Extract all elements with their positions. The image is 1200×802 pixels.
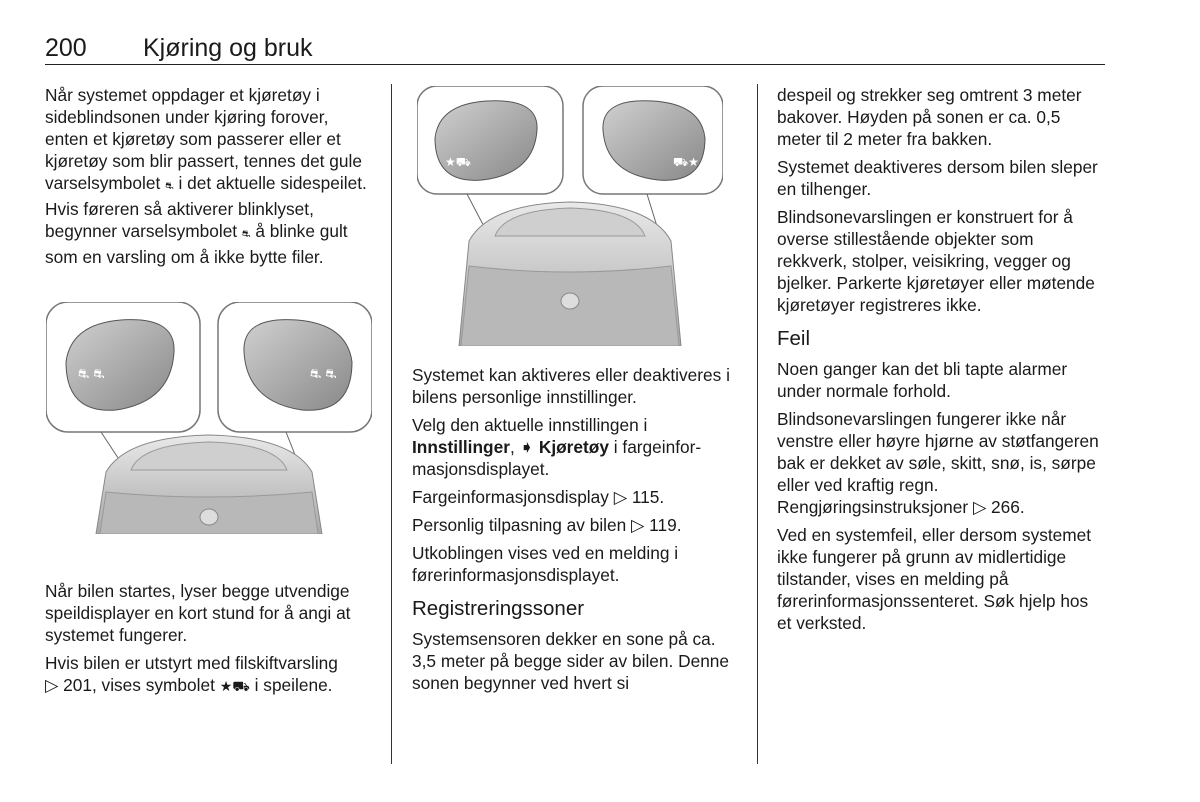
mirror-figure-1 [46,302,372,534]
page-reference[interactable]: 266 [991,497,1020,517]
paragraph: Velg den aktuelle innstillingen i Innstillinger, ➧ Kjøretøy i fargeinformasjonsdisplayet. [412,415,702,479]
reference-arrow-icon: ▷ [631,515,645,535]
paragraph: Personlig tilpasning av bilen ▷ 119. [412,515,682,535]
svg-text:★⛟: ★⛟ [445,155,471,169]
paragraph: Blindsonevarslingen fungerer ikke når venstre eller høyre hjørne av støtfangeren bak er dekket av søle, skitt, snø, is, sørpe eller ved kraftig regn. Rengjøringsinstruksjoner ▷ 266. [777,409,1099,517]
paragraph: Blindsonevarslingen er konstruert for å overse stillestående objekter som rekkverk, stolper, veisikring, vegger og bjelker. Parkerte kjøretøyer eller møtende kjøretøyer registreres ikke. [777,207,1095,315]
paragraph: Systemsensoren dekker en sone på ca. 3,5 meter på begge sider av bilen. Denne sonen begynner ved hvert si [412,629,730,693]
paragraph: Ved en systemfeil, eller dersom systemet ikke fungerer på grunn av midlertidige tilstander, vises en melding på førerinformasjonssenteret. Søk hjelp hos et verksted. [777,525,1092,633]
page-title: Kjøring og bruk [143,34,313,62]
paragraph: Utkoblingen vises ved en melding i førerinformasjonsdisplayet. [412,543,679,585]
paragraph: Systemet kan aktiveres eller deaktiveres i bilens personlige innstillinger. [412,365,730,407]
page-number: 200 [45,34,87,62]
page-reference[interactable]: 201 [63,675,92,695]
paragraph: Hvis bilen er utstyrt med filskiftvarsling ▷ 201, vises symbolet ★⛟ i speilene. [45,653,338,695]
svg-text:⛐ ⛐: ⛐ ⛐ [310,367,337,382]
menu-arrow-icon: ➧ [519,437,535,457]
column-2 [412,364,742,700]
menu-item-innstillinger: Innstillinger [412,437,510,457]
svg-text:⛟★: ⛟★ [673,155,699,169]
paragraph: despeil og strekker seg omtrent 3 meter bakover. Høyden på sonen er ca. 0,5 meter til 2 meter fra bakken. [777,85,1082,149]
blind-spot-icon: ⛐ [241,229,251,240]
reference-arrow-icon: ▷ [972,497,987,517]
menu-item-kjoretoy: Kjøretøy [538,437,609,457]
page-reference[interactable]: 119 [649,515,677,535]
paragraph: Når bilen startes, lyser begge utvendige speildisplayer en kort stund for å angi at systemet fungerer. [45,581,351,645]
mirror-illustration [46,302,372,534]
mirror-figure-2 [417,86,723,346]
mirror-illustration [417,86,723,346]
page-header [45,34,1105,65]
column-divider [757,84,758,764]
svg-text:⛐ ⛐: ⛐ ⛐ [78,367,105,382]
column-1 [45,84,375,274]
blind-spot-icon: ⛐ [165,181,174,192]
paragraph: Fargeinformasjonsdisplay ▷ 115. [412,487,665,507]
paragraph: Noen ganger kan det bli tapte alarmer under normale forhold. [777,359,1068,401]
reference-arrow-icon: ▷ [613,487,628,507]
reference-arrow-icon: ▷ [45,675,59,695]
column-3 [777,84,1107,640]
page-reference[interactable]: 115 [631,487,660,507]
paragraph: Når systemet oppdager et kjøretøy i sideblindsonen under kjøring forover, enten et kjøretøy som passerer eller et kjøretøy som blir passert, tennes det gule varselsymbolet ⛐ i det aktuelle sidespeilet. Hvis føreren så aktiverer blinklyset, begynner varselsymbolet ⛐ å blinke gult som en varsling om å ikke bytte filer. [45,85,367,267]
column-1-lower [45,580,375,703]
paragraph: Systemet deaktiveres dersom bilen sleper en tilhenger. [777,157,1098,199]
column-divider [391,84,392,764]
section-heading: Feil [777,327,811,350]
section-heading: Registreringssoner [412,597,585,620]
lane-change-icon: ★⛟ [219,678,250,694]
